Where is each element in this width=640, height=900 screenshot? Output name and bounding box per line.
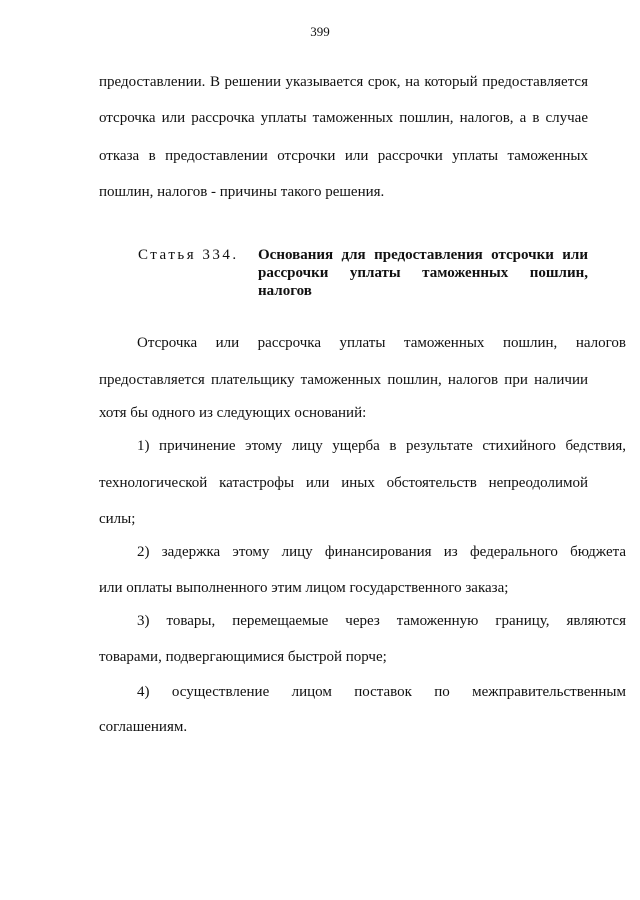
- text-line: силы;: [99, 511, 136, 527]
- article-title-line: Основания для предоставления отсрочки или: [258, 247, 588, 263]
- text-line: технологической катастрофы или иных обстоятельств непреодолимой: [99, 475, 588, 491]
- text-line: соглашениям.: [99, 719, 188, 735]
- text-line: предоставлении. В решении указывается срок, на который предоставляется: [99, 74, 588, 90]
- article-label: Статья 334.: [138, 247, 239, 263]
- article-title-line: рассрочки уплаты таможенных пошлин,: [258, 265, 588, 281]
- text-line: отказа в предоставлении отсрочки или рассрочки уплаты таможенных: [99, 148, 588, 164]
- text-line: Отсрочка или рассрочка уплаты таможенных пошлин, налогов: [137, 335, 626, 351]
- text-line: 3) товары, перемещаемые через таможенную границу, являются: [137, 613, 626, 629]
- article-title-line: налогов: [258, 283, 312, 299]
- text-line: товарами, подвергающимися быстрой порче;: [99, 649, 387, 665]
- article-title: [258, 246, 588, 300]
- text-line: пошлин, налогов - причины такого решения.: [99, 184, 385, 200]
- text-line: предоставляется плательщику таможенных пошлин, налогов при наличии: [99, 372, 588, 388]
- page-number: 399: [310, 24, 330, 39]
- text-line: 4) осуществление лицом поставок по межправительственным: [137, 684, 626, 700]
- text-line: отсрочка или рассрочка уплаты таможенных пошлин, налогов, а в случае: [99, 110, 588, 126]
- text-line: 2) задержка этому лицу финансирования из федерального бюджета: [137, 544, 626, 560]
- text-line: или оплаты выполненного этим лицом государственного заказа;: [99, 580, 509, 596]
- text-line: хотя бы одного из следующих оснований:: [99, 405, 367, 421]
- text-line: 1) причинение этому лицу ущерба в результате стихийного бедствия,: [137, 438, 626, 454]
